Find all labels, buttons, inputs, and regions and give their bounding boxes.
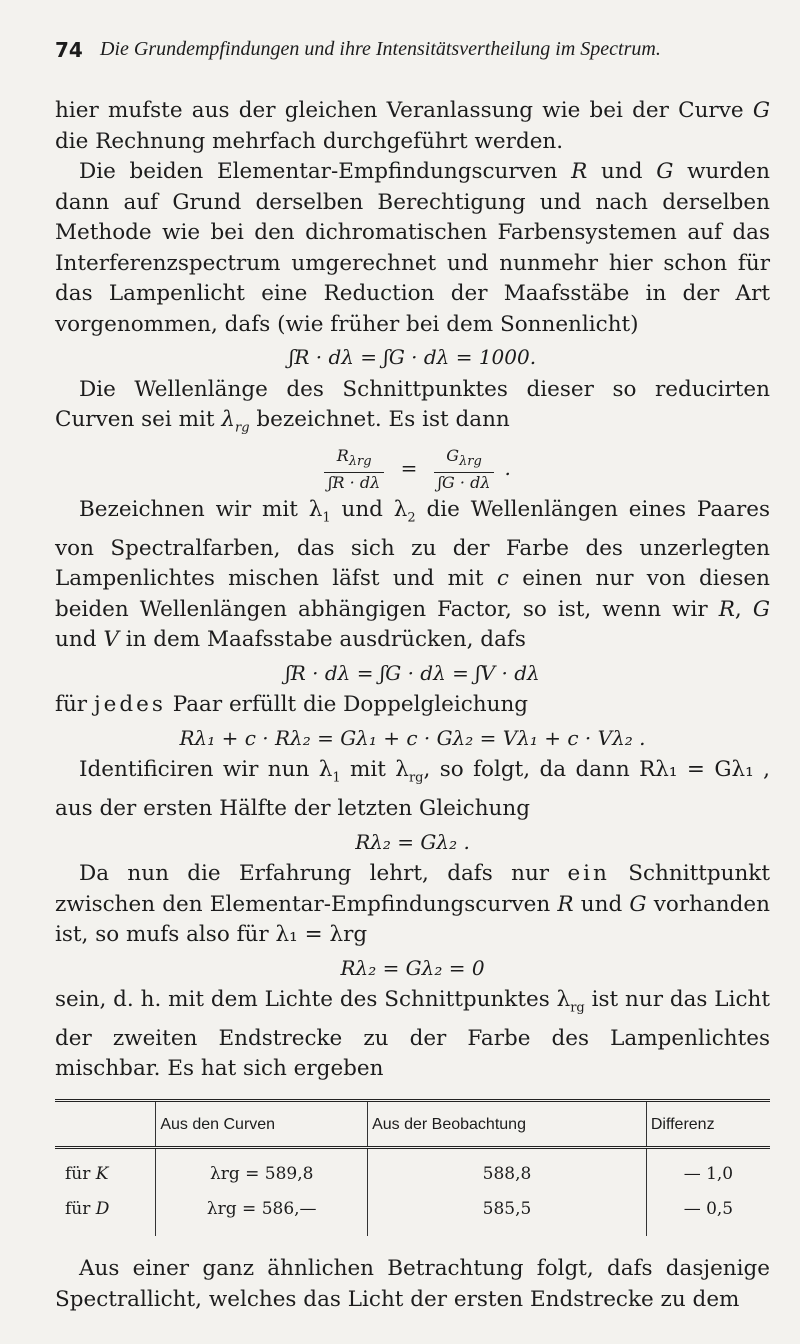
- column-header-difference: Differenz: [646, 1100, 770, 1148]
- page-number: 74: [55, 38, 83, 62]
- column-header-observation: Aus der Beobachtung: [368, 1100, 647, 1148]
- paragraph: Die Wellenlänge des Schnittpunktes dieser so reducirten Curven sei mit $\lambda_{rg}$ bezeichnet. Es ist dann: [55, 376, 770, 436]
- paragraph: Bezeichnen wir mit $\lambda_1$ und $\lambda_2$ die Wellenlängen eines Paares von Spectralfarben, das sich zu der Farbe des unzerlegten Lampenlichtes mischen läfst und mit c einen nur von diesen beiden Wellenlängen abhängigen Factor, so ist, wenn wir R, G und V in dem Maafsstabe ausdrücken, dafs: [55, 496, 771, 653]
- page: [55, 38, 770, 1315]
- table-row: für K λrg = 589,8 588,8 — 1,0: [55, 1148, 770, 1192]
- table-row: für D λrg = 586,— 585,5 — 0,5: [55, 1192, 770, 1237]
- paragraph: hier mufste aus der gleichen Veranlassung wie bei der Curve G die Rechnung mehrfach durchgeführt werden.: [55, 98, 770, 154]
- fraction-r: $\frac{R_{\lambda rg}}{\text{ʃR · dλ}}$: [324, 446, 384, 493]
- results-table: [55, 1099, 770, 1237]
- paragraph: Da nun die Erfahrung lehrt, dafs nur ein Schnittpunkt zwischen den Elementar-Empfindungscurven R und G vorhanden ist, so mufs also für λ₁ = λrg: [55, 861, 770, 948]
- paragraph: sein, d. h. mit dem Lichte des Schnittpunktes $\lambda_{rg}$ ist nur das Licht der zweiten Endstrecke zu der Farbe des Lampenlichtes mischbar. Es hat sich ergeben: [55, 987, 770, 1082]
- equation-double: Rλ₁ + c · Rλ₂ = Gλ₁ + c · Gλ₂ = Vλ₁ + c · Vλ₂ .: [179, 725, 646, 750]
- paragraph: Die beiden Elementar-Empfindungscurven R und G wurden dann auf Grund derselben Berechtigung und nach derselben Methode wie bei den dichromatischen Farbensystemen auf das Interferenzspectrum umgerechnet und nunmehr hier schon für das Lampenlicht eine Reduction der Maafsstäbe in der Art vorgenommen, dafs (wie früher bei dem Sonnenlicht): [55, 159, 770, 337]
- equation-equal-areas: ʃR · dλ = ʃG · dλ = ʃV · dλ: [285, 660, 540, 685]
- main-text: [55, 96, 770, 1315]
- table-header-row: [55, 1100, 770, 1148]
- running-header: [55, 38, 770, 70]
- running-title: Die Grundempfindungen und ihre Intensitätsvertheilung im Spectrum.: [100, 38, 661, 60]
- fraction-g: $\frac{G_{\lambda rg}}{\text{ʃG · dλ}}$: [434, 446, 495, 493]
- equation-second-half: Rλ₂ = Gλ₂ .: [355, 829, 470, 854]
- paragraph: Identificiren wir nun $\lambda_1$ mit $\lambda_{rg}$, so folgt, da dann Rλ₁ = Gλ₁ , aus der ersten Hälfte der letzten Gleichung: [55, 757, 770, 822]
- paragraph: für jedes Paar erfüllt die Doppelgleichung: [55, 692, 529, 718]
- equation-zero: Rλ₂ = Gλ₂ = 0: [340, 955, 485, 980]
- equation-intersection-ratio: $\frac{R_{\lambda rg}}{\text{ʃR · dλ}}$ = $\frac{G_{\lambda rg}}{\text{ʃG · dλ}}$ .: [55, 446, 770, 493]
- paragraph: Aus einer ganz ähnlichen Betrachtung folgt, dafs dasjenige Spectrallicht, welches das Licht der ersten Endstrecke zu dem: [55, 1256, 770, 1312]
- column-header-curves: Aus den Curven: [156, 1100, 368, 1148]
- equation-normalization: ʃR · dλ = ʃG · dλ = 1000.: [288, 345, 537, 369]
